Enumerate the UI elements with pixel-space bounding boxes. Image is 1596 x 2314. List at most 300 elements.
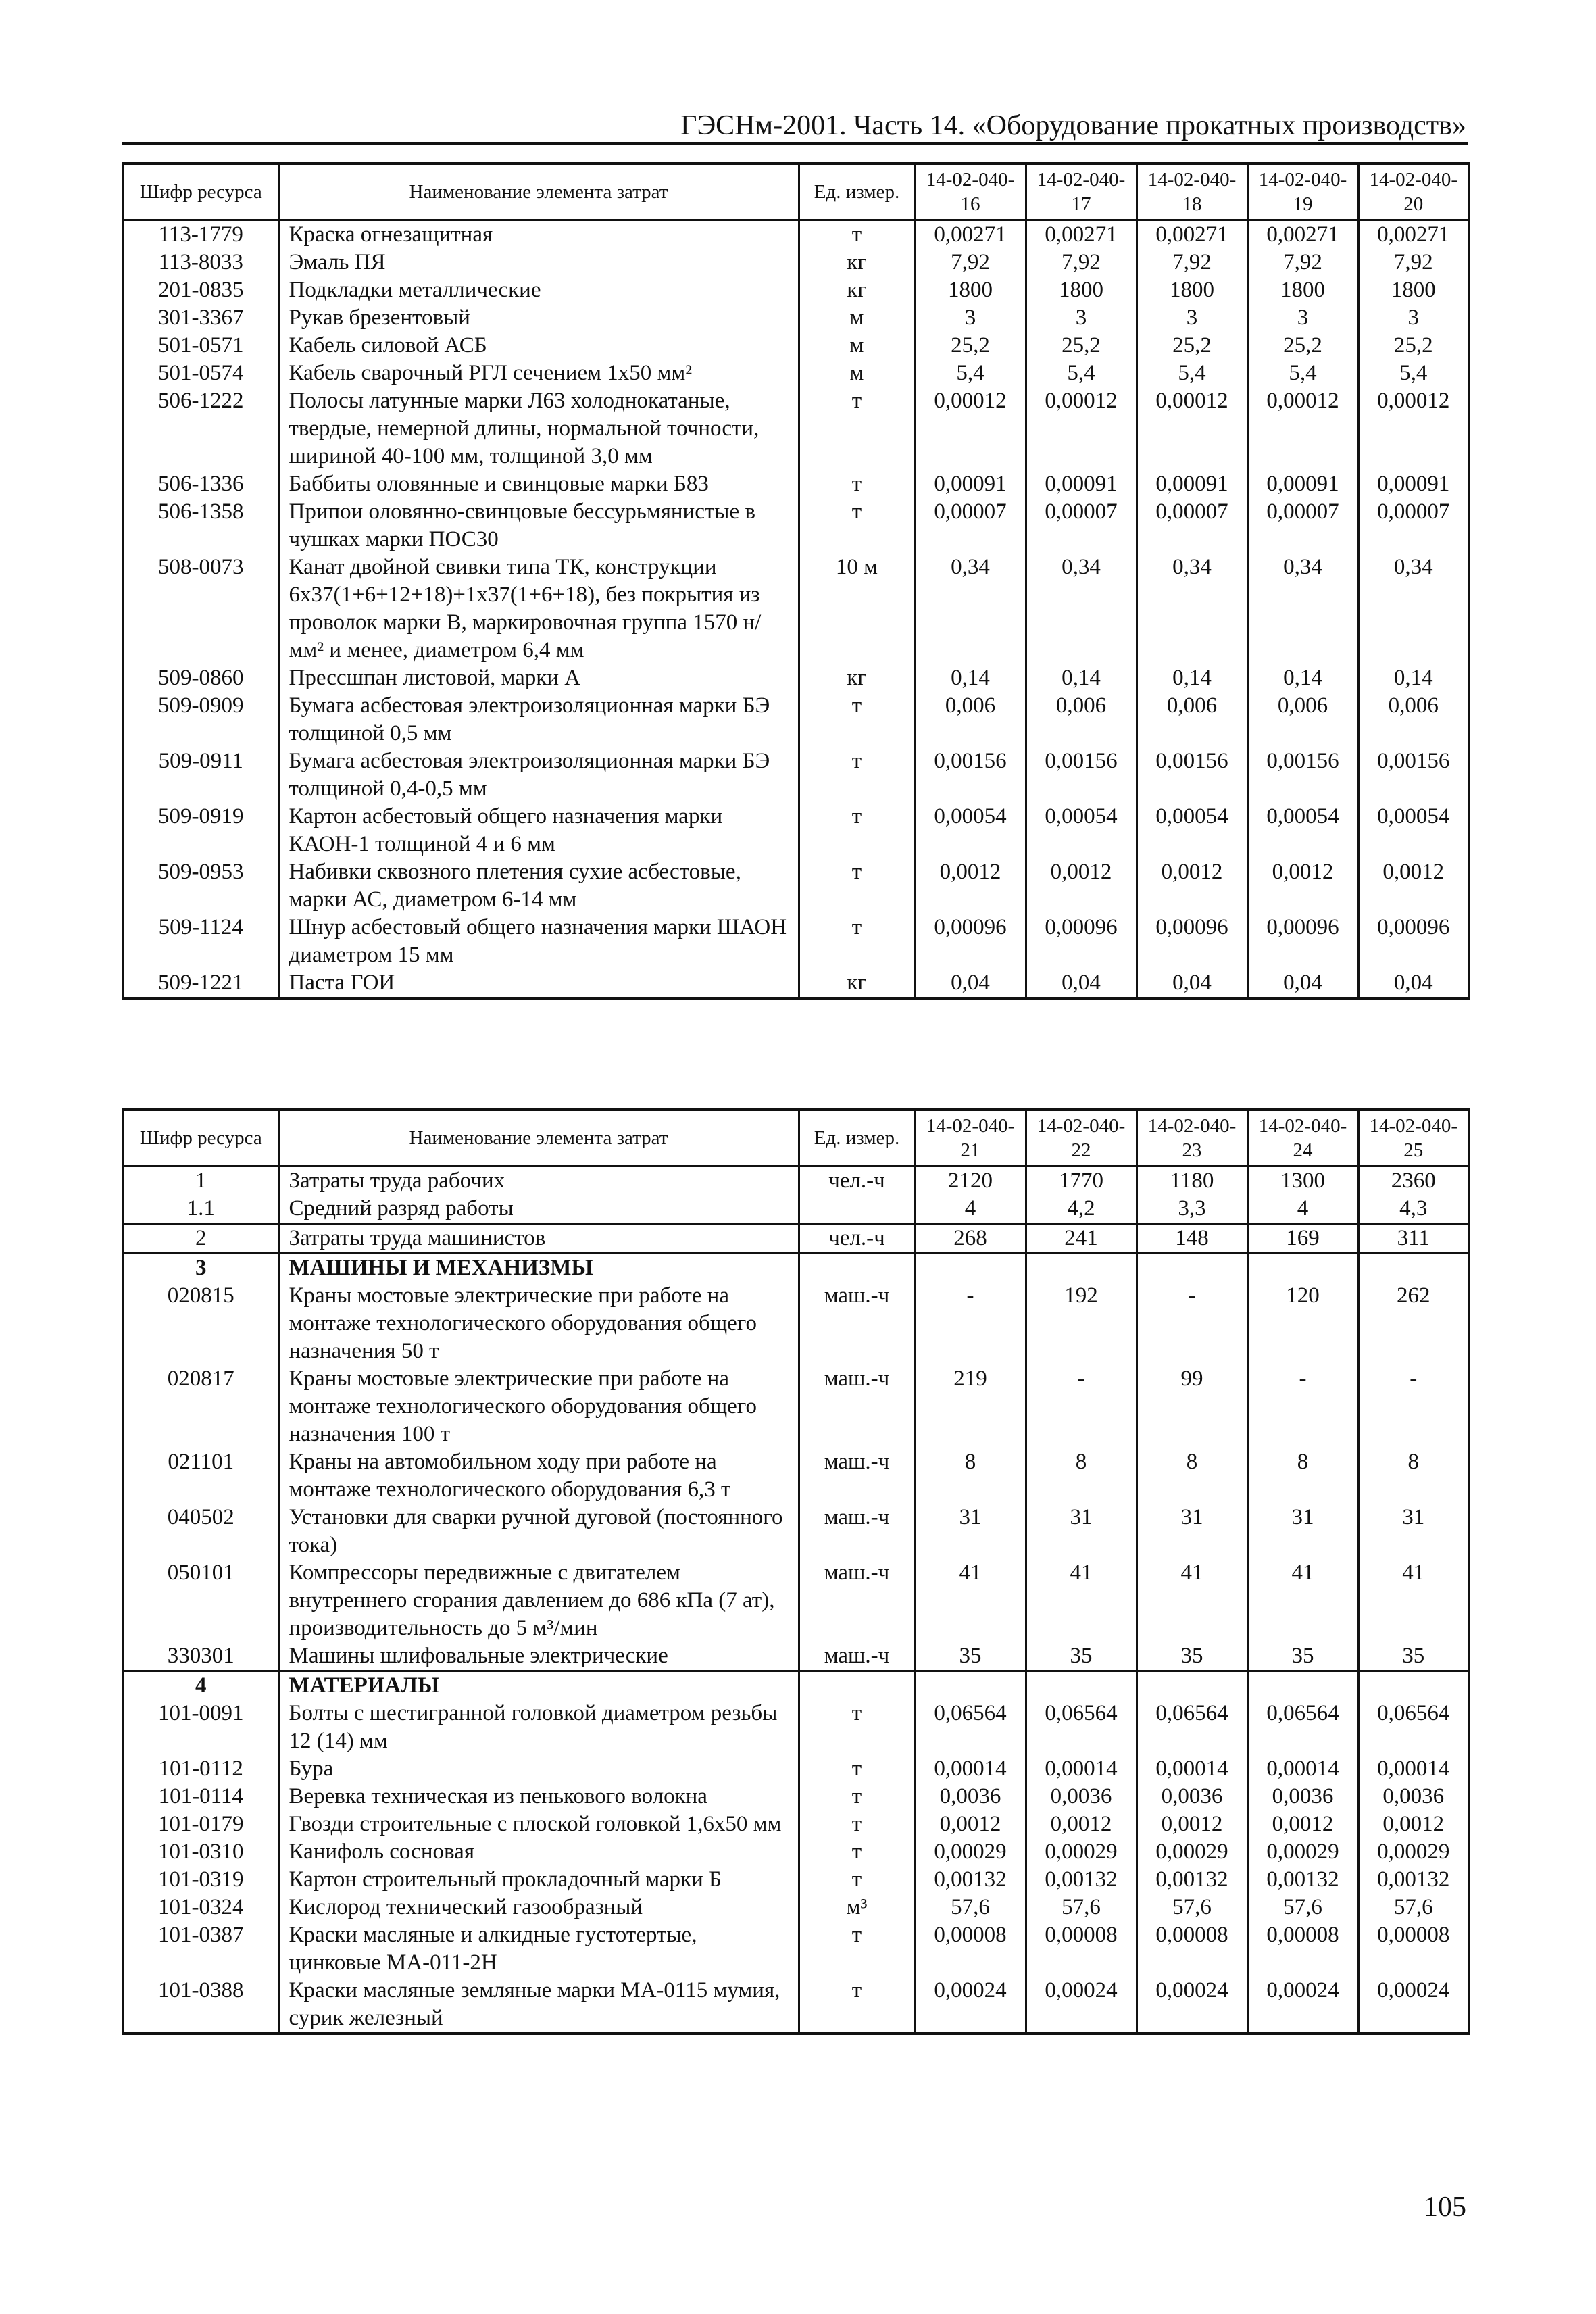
resource-value: 0,00007 bbox=[915, 498, 1026, 553]
resource-unit: 10 м bbox=[799, 553, 915, 664]
resource-name: Затраты труда машинистов bbox=[278, 1224, 799, 1254]
column-header: 14-02-040-19 bbox=[1247, 164, 1358, 220]
resource-value: 0,00156 bbox=[915, 747, 1026, 803]
resource-value: 0,00091 bbox=[1026, 470, 1137, 498]
resource-unit: т bbox=[799, 914, 915, 969]
resource-value: 0,00007 bbox=[1247, 498, 1358, 553]
resource-value: 0,00096 bbox=[1247, 914, 1358, 969]
resource-table-2 bbox=[122, 1108, 1470, 2035]
resource-name: Установки для сварки ручной дуговой (постоянного тока) bbox=[278, 1504, 799, 1559]
resource-value: 0,00008 bbox=[1247, 1921, 1358, 1977]
column-header: Ед. измер. bbox=[799, 164, 915, 220]
resource-value: 0,00012 bbox=[1137, 387, 1247, 470]
resource-code: 113-8033 bbox=[123, 249, 278, 276]
resource-value: 0,00271 bbox=[915, 220, 1026, 249]
resource-value: 57,6 bbox=[1026, 1894, 1137, 1921]
resource-code: 509-0911 bbox=[123, 747, 278, 803]
resource-value: 3 bbox=[1137, 304, 1247, 332]
resource-name: Бумага асбестовая электроизоляционная марки БЭ толщиной 0,5 мм bbox=[278, 692, 799, 747]
resource-unit: м³ bbox=[799, 1894, 915, 1921]
resource-unit: т bbox=[799, 1866, 915, 1894]
resource-value: 0,34 bbox=[1247, 553, 1358, 664]
resource-value: 0,06564 bbox=[1026, 1700, 1137, 1755]
table-row bbox=[123, 304, 1469, 332]
resource-name: Краски масляные земляные марки МА-0115 мумия, сурик железный bbox=[278, 1977, 799, 2034]
resource-value: 57,6 bbox=[1247, 1894, 1358, 1921]
resource-unit: т bbox=[799, 220, 915, 249]
resource-value: 0,00012 bbox=[1247, 387, 1358, 470]
resource-value bbox=[1358, 1254, 1469, 1283]
resource-name: Канат двойной свивки типа ТК, конструкции 6х37(1+6+12+18)+1х37(1+6+18), без покрытия из проволок марки В, маркировочная группа 1570 н/мм² и менее, диаметром 6,4 мм bbox=[278, 553, 799, 664]
resource-name: Подкладки металлические bbox=[278, 276, 799, 304]
resource-value: 192 bbox=[1026, 1282, 1137, 1365]
resource-value: 3,3 bbox=[1137, 1195, 1247, 1224]
resource-value: 0,00012 bbox=[1358, 387, 1469, 470]
resource-value: 0,00054 bbox=[1137, 803, 1247, 858]
resource-code: 501-0574 bbox=[123, 360, 278, 387]
column-header: 14-02-040-22 bbox=[1026, 1110, 1137, 1166]
resource-value: 7,92 bbox=[1358, 249, 1469, 276]
resource-code: 201-0835 bbox=[123, 276, 278, 304]
resource-value: 41 bbox=[1137, 1559, 1247, 1642]
resource-code: 3 bbox=[123, 1254, 278, 1283]
resource-value: 0,00271 bbox=[1137, 220, 1247, 249]
resource-value: 3 bbox=[1026, 304, 1137, 332]
resource-value: 0,14 bbox=[1137, 664, 1247, 692]
table-row bbox=[123, 1254, 1469, 1283]
resource-value: 1800 bbox=[1026, 276, 1137, 304]
resource-value: 3 bbox=[1247, 304, 1358, 332]
table-row bbox=[123, 1448, 1469, 1504]
resource-value: 0,34 bbox=[1358, 553, 1469, 664]
resource-value: 268 bbox=[915, 1224, 1026, 1254]
resource-value: 0,34 bbox=[1137, 553, 1247, 664]
column-header: Ед. измер. bbox=[799, 1110, 915, 1166]
resource-value: 0,00156 bbox=[1137, 747, 1247, 803]
table-row bbox=[123, 1894, 1469, 1921]
resource-value: 0,0012 bbox=[1137, 858, 1247, 914]
column-header: Шифр ресурса bbox=[123, 1110, 278, 1166]
table-row bbox=[123, 969, 1469, 998]
resource-value: 0,00008 bbox=[915, 1921, 1026, 1977]
resource-code: 509-1221 bbox=[123, 969, 278, 998]
resource-value: 5,4 bbox=[1247, 360, 1358, 387]
table-row bbox=[123, 858, 1469, 914]
resource-value: 311 bbox=[1358, 1224, 1469, 1254]
resource-value: 0,006 bbox=[1137, 692, 1247, 747]
resource-value: 4,2 bbox=[1026, 1195, 1137, 1224]
resource-value: 241 bbox=[1026, 1224, 1137, 1254]
resource-code: 101-0388 bbox=[123, 1977, 278, 2034]
resource-unit: т bbox=[799, 692, 915, 747]
resource-value: 7,92 bbox=[915, 249, 1026, 276]
resource-name: Кислород технический газообразный bbox=[278, 1894, 799, 1921]
column-header: 14-02-040-21 bbox=[915, 1110, 1026, 1166]
resource-unit: маш.-ч bbox=[799, 1504, 915, 1559]
resource-value: - bbox=[1247, 1365, 1358, 1448]
resource-unit: т bbox=[799, 858, 915, 914]
resource-value: 31 bbox=[1247, 1504, 1358, 1559]
resource-value: 0,0036 bbox=[1358, 1783, 1469, 1811]
table-row bbox=[123, 1671, 1469, 1700]
resource-value: 0,00029 bbox=[1137, 1838, 1247, 1866]
resource-name: Бура bbox=[278, 1755, 799, 1783]
resource-value: 0,00008 bbox=[1137, 1921, 1247, 1977]
resource-value: 0,00029 bbox=[1026, 1838, 1137, 1866]
resource-code: 101-0310 bbox=[123, 1838, 278, 1866]
resource-unit: т bbox=[799, 387, 915, 470]
resource-code: 040502 bbox=[123, 1504, 278, 1559]
resource-name: Бумага асбестовая электроизоляционная марки БЭ толщиной 0,4-0,5 мм bbox=[278, 747, 799, 803]
resource-name: Машины шлифовальные электрические bbox=[278, 1642, 799, 1671]
resource-code: 509-1124 bbox=[123, 914, 278, 969]
resource-name: Краски масляные и алкидные густотертые, цинковые МА-011-2Н bbox=[278, 1921, 799, 1977]
resource-name: Кабель сварочный РГЛ сечением 1х50 мм² bbox=[278, 360, 799, 387]
resource-unit: м bbox=[799, 332, 915, 360]
resource-value: 0,00096 bbox=[1137, 914, 1247, 969]
table-row bbox=[123, 332, 1469, 360]
resource-code: 509-0919 bbox=[123, 803, 278, 858]
resource-name: Веревка техническая из пенькового волокна bbox=[278, 1783, 799, 1811]
resource-value: 0,00091 bbox=[1247, 470, 1358, 498]
resource-code: 101-0387 bbox=[123, 1921, 278, 1977]
resource-value: 8 bbox=[1247, 1448, 1358, 1504]
column-header: Шифр ресурса bbox=[123, 164, 278, 220]
resource-value bbox=[1358, 1671, 1469, 1700]
resource-name: Картон асбестовый общего назначения марки КАОН-1 толщиной 4 и 6 мм bbox=[278, 803, 799, 858]
resource-value: 0,00054 bbox=[1026, 803, 1137, 858]
resource-name: Припои оловянно-свинцовые бессурьмянистые в чушках марки ПОС30 bbox=[278, 498, 799, 553]
resource-value: 41 bbox=[1247, 1559, 1358, 1642]
resource-code: 330301 bbox=[123, 1642, 278, 1671]
resource-value: - bbox=[915, 1282, 1026, 1365]
resource-value: 0,00156 bbox=[1247, 747, 1358, 803]
resource-value: 31 bbox=[915, 1504, 1026, 1559]
resource-code: 101-0112 bbox=[123, 1755, 278, 1783]
column-header: 14-02-040-18 bbox=[1137, 164, 1247, 220]
column-header: 14-02-040-24 bbox=[1247, 1110, 1358, 1166]
table-row bbox=[123, 360, 1469, 387]
table-row bbox=[123, 692, 1469, 747]
table-row bbox=[123, 276, 1469, 304]
table-row bbox=[123, 1755, 1469, 1783]
resource-name: Баббиты оловянные и свинцовые марки Б83 bbox=[278, 470, 799, 498]
resource-value: 0,00054 bbox=[915, 803, 1026, 858]
column-header: 14-02-040-25 bbox=[1358, 1110, 1469, 1166]
resource-value: 0,0012 bbox=[1026, 858, 1137, 914]
resource-value: 0,0036 bbox=[915, 1783, 1026, 1811]
resource-unit: чел.-ч bbox=[799, 1224, 915, 1254]
resource-value: 0,00132 bbox=[1247, 1866, 1358, 1894]
resource-value: 0,006 bbox=[915, 692, 1026, 747]
resource-value bbox=[1247, 1254, 1358, 1283]
resource-value: 35 bbox=[1137, 1642, 1247, 1671]
table-row bbox=[123, 1642, 1469, 1671]
resource-value: 8 bbox=[915, 1448, 1026, 1504]
column-header: 14-02-040-20 bbox=[1358, 164, 1469, 220]
resource-value: 2360 bbox=[1358, 1166, 1469, 1196]
resource-value: 5,4 bbox=[915, 360, 1026, 387]
resource-unit: кг bbox=[799, 664, 915, 692]
table-row bbox=[123, 747, 1469, 803]
table-row bbox=[123, 914, 1469, 969]
resource-value: 0,00156 bbox=[1026, 747, 1137, 803]
resource-name: Набивки сквозного плетения сухие асбестовые, марки АС, диаметром 6-14 мм bbox=[278, 858, 799, 914]
resource-value: 0,00007 bbox=[1026, 498, 1137, 553]
resource-code: 101-0324 bbox=[123, 1894, 278, 1921]
resource-code: 101-0179 bbox=[123, 1811, 278, 1838]
resource-value: 0,06564 bbox=[1247, 1700, 1358, 1755]
resource-unit: т bbox=[799, 747, 915, 803]
resource-unit bbox=[799, 1195, 915, 1224]
resource-value: 0,00091 bbox=[915, 470, 1026, 498]
resource-name: МАТЕРИАЛЫ bbox=[278, 1671, 799, 1700]
table-row bbox=[123, 470, 1469, 498]
resource-code: 506-1222 bbox=[123, 387, 278, 470]
resource-value bbox=[1137, 1671, 1247, 1700]
resource-unit: м bbox=[799, 360, 915, 387]
resource-value: 0,00096 bbox=[1358, 914, 1469, 969]
resource-value: 0,06564 bbox=[915, 1700, 1026, 1755]
resource-unit: маш.-ч bbox=[799, 1559, 915, 1642]
resource-value: 1800 bbox=[1247, 276, 1358, 304]
table-row bbox=[123, 1504, 1469, 1559]
resource-value: 3 bbox=[1358, 304, 1469, 332]
table-row bbox=[123, 1977, 1469, 2034]
resource-value: 0,00156 bbox=[1358, 747, 1469, 803]
resource-value: 0,00024 bbox=[915, 1977, 1026, 2034]
resource-value: 0,34 bbox=[1026, 553, 1137, 664]
resource-value bbox=[1026, 1254, 1137, 1283]
resource-value: 8 bbox=[1358, 1448, 1469, 1504]
resource-name: Рукав брезентовый bbox=[278, 304, 799, 332]
resource-value: 41 bbox=[915, 1559, 1026, 1642]
resource-value: 0,0012 bbox=[1247, 858, 1358, 914]
resource-value: 0,04 bbox=[1026, 969, 1137, 998]
column-header: 14-02-040-17 bbox=[1026, 164, 1137, 220]
column-header: 14-02-040-23 bbox=[1137, 1110, 1247, 1166]
resource-value: 41 bbox=[1026, 1559, 1137, 1642]
resource-value: 0,14 bbox=[915, 664, 1026, 692]
resource-code: 050101 bbox=[123, 1559, 278, 1642]
resource-value: 0,00096 bbox=[915, 914, 1026, 969]
resource-value: 0,006 bbox=[1358, 692, 1469, 747]
table-row bbox=[123, 1365, 1469, 1448]
table-row bbox=[123, 1224, 1469, 1254]
resource-code: 1 bbox=[123, 1166, 278, 1196]
column-header: Наименование элемента затрат bbox=[278, 1110, 799, 1166]
resource-value: 0,006 bbox=[1026, 692, 1137, 747]
resource-value: 0,06564 bbox=[1358, 1700, 1469, 1755]
resource-unit: кг bbox=[799, 969, 915, 998]
table-row bbox=[123, 498, 1469, 553]
resource-unit: т bbox=[799, 498, 915, 553]
resource-value: 0,0012 bbox=[1026, 1811, 1137, 1838]
resource-value bbox=[915, 1254, 1026, 1283]
resource-value: 219 bbox=[915, 1365, 1026, 1448]
resource-unit: т bbox=[799, 1838, 915, 1866]
resource-value: 35 bbox=[1247, 1642, 1358, 1671]
table-row bbox=[123, 387, 1469, 470]
resource-value: 7,92 bbox=[1026, 249, 1137, 276]
resource-name: Болты с шестигранной головкой диаметром резьбы 12 (14) мм bbox=[278, 1700, 799, 1755]
resource-value: 7,92 bbox=[1137, 249, 1247, 276]
resource-value: 0,14 bbox=[1358, 664, 1469, 692]
resource-value: 0,00014 bbox=[1247, 1755, 1358, 1783]
resource-value: 0,0012 bbox=[1247, 1811, 1358, 1838]
resource-value: 0,14 bbox=[1026, 664, 1137, 692]
resource-value: 5,4 bbox=[1026, 360, 1137, 387]
resource-name: Прессшпан листовой, марки А bbox=[278, 664, 799, 692]
resource-value: 1800 bbox=[1137, 276, 1247, 304]
resource-name: Средний разряд работы bbox=[278, 1195, 799, 1224]
resource-value: 0,00271 bbox=[1358, 220, 1469, 249]
resource-value bbox=[1026, 1671, 1137, 1700]
resource-value: 99 bbox=[1137, 1365, 1247, 1448]
resource-value: 35 bbox=[915, 1642, 1026, 1671]
resource-unit: маш.-ч bbox=[799, 1365, 915, 1448]
resource-value: 2120 bbox=[915, 1166, 1026, 1196]
resource-value: 0,00132 bbox=[915, 1866, 1026, 1894]
resource-value: 4 bbox=[915, 1195, 1026, 1224]
table-row bbox=[123, 1195, 1469, 1224]
resource-code: 509-0953 bbox=[123, 858, 278, 914]
resource-value: 0,00012 bbox=[1026, 387, 1137, 470]
resource-value: 0,00029 bbox=[1358, 1838, 1469, 1866]
resource-value: 1180 bbox=[1137, 1166, 1247, 1196]
resource-name: Шнур асбестовый общего назначения марки ШАОН диаметром 15 мм bbox=[278, 914, 799, 969]
resource-value: 1300 bbox=[1247, 1166, 1358, 1196]
resource-value: 0,0036 bbox=[1247, 1783, 1358, 1811]
resource-value: 31 bbox=[1137, 1504, 1247, 1559]
resource-value: 5,4 bbox=[1358, 360, 1469, 387]
table-row bbox=[123, 1811, 1469, 1838]
resource-unit: т bbox=[799, 1783, 915, 1811]
resource-value: 120 bbox=[1247, 1282, 1358, 1365]
resource-value: 31 bbox=[1026, 1504, 1137, 1559]
resource-value: 31 bbox=[1358, 1504, 1469, 1559]
resource-value: 0,0012 bbox=[1358, 858, 1469, 914]
resource-unit: т bbox=[799, 1811, 915, 1838]
resource-name: Эмаль ПЯ bbox=[278, 249, 799, 276]
resource-value: 0,00024 bbox=[1026, 1977, 1137, 2034]
resource-value: - bbox=[1026, 1365, 1137, 1448]
table-row bbox=[123, 1921, 1469, 1977]
resource-value: 1770 bbox=[1026, 1166, 1137, 1196]
resource-unit: т bbox=[799, 1755, 915, 1783]
table-row bbox=[123, 1166, 1469, 1196]
resource-unit: т bbox=[799, 1977, 915, 2034]
resource-value: 0,00091 bbox=[1358, 470, 1469, 498]
resource-value: 0,00091 bbox=[1137, 470, 1247, 498]
resource-code: 501-0571 bbox=[123, 332, 278, 360]
column-header: 14-02-040-16 bbox=[915, 164, 1026, 220]
resource-value: 0,00024 bbox=[1358, 1977, 1469, 2034]
resource-code: 101-0091 bbox=[123, 1700, 278, 1755]
resource-value: - bbox=[1358, 1365, 1469, 1448]
resource-value: 0,00014 bbox=[915, 1755, 1026, 1783]
resource-value: 0,00007 bbox=[1358, 498, 1469, 553]
resource-name: Картон строительный прокладочный марки Б bbox=[278, 1866, 799, 1894]
resource-value: 25,2 bbox=[1358, 332, 1469, 360]
resource-code: 509-0860 bbox=[123, 664, 278, 692]
resource-value bbox=[1137, 1254, 1247, 1283]
table-row bbox=[123, 1866, 1469, 1894]
resource-value: 0,34 bbox=[915, 553, 1026, 664]
resource-value: 25,2 bbox=[1026, 332, 1137, 360]
resource-value bbox=[915, 1671, 1026, 1700]
resource-name: Канифоль сосновая bbox=[278, 1838, 799, 1866]
resource-value: 0,00132 bbox=[1026, 1866, 1137, 1894]
resource-unit: маш.-ч bbox=[799, 1448, 915, 1504]
resource-code: 101-0319 bbox=[123, 1866, 278, 1894]
resource-value: 7,92 bbox=[1247, 249, 1358, 276]
resource-value: 4 bbox=[1247, 1195, 1358, 1224]
resource-value: 57,6 bbox=[915, 1894, 1026, 1921]
resource-name: Затраты труда рабочих bbox=[278, 1166, 799, 1196]
resource-value: 57,6 bbox=[1137, 1894, 1247, 1921]
resource-value bbox=[1247, 1671, 1358, 1700]
resource-code: 4 bbox=[123, 1671, 278, 1700]
resource-value: 35 bbox=[1026, 1642, 1137, 1671]
page-title: ГЭСНм-2001. Часть 14. «Оборудование прокатных производств» bbox=[680, 110, 1466, 141]
resource-value: 57,6 bbox=[1358, 1894, 1469, 1921]
resource-value: - bbox=[1137, 1282, 1247, 1365]
resource-unit: т bbox=[799, 1921, 915, 1977]
resource-value: 262 bbox=[1358, 1282, 1469, 1365]
resource-unit: м bbox=[799, 304, 915, 332]
resource-unit: кг bbox=[799, 276, 915, 304]
resource-value: 0,04 bbox=[1247, 969, 1358, 998]
resource-value: 0,00054 bbox=[1358, 803, 1469, 858]
resource-value: 0,00014 bbox=[1137, 1755, 1247, 1783]
resource-value: 0,00007 bbox=[1137, 498, 1247, 553]
resource-unit: т bbox=[799, 470, 915, 498]
resource-value: 8 bbox=[1137, 1448, 1247, 1504]
resource-unit: маш.-ч bbox=[799, 1282, 915, 1365]
resource-name: МАШИНЫ И МЕХАНИЗМЫ bbox=[278, 1254, 799, 1283]
resource-code: 020817 bbox=[123, 1365, 278, 1448]
resource-unit: т bbox=[799, 1700, 915, 1755]
table-row bbox=[123, 220, 1469, 249]
resource-name: Краска огнезащитная bbox=[278, 220, 799, 249]
resource-unit: т bbox=[799, 803, 915, 858]
resource-name: Полосы латунные марки Л63 холоднокатаные, твердые, немерной длины, нормальной точности, шириной 40-100 мм, толщиной 3,0 мм bbox=[278, 387, 799, 470]
resource-value: 1800 bbox=[1358, 276, 1469, 304]
resource-unit: чел.-ч bbox=[799, 1166, 915, 1196]
resource-value: 0,00054 bbox=[1247, 803, 1358, 858]
resource-name: Краны на автомобильном ходу при работе на монтаже технологического оборудования 6,3 т bbox=[278, 1448, 799, 1504]
resource-value: 0,00024 bbox=[1247, 1977, 1358, 2034]
resource-value: 0,00008 bbox=[1026, 1921, 1137, 1977]
resource-code: 509-0909 bbox=[123, 692, 278, 747]
table-row bbox=[123, 1838, 1469, 1866]
resource-value: 25,2 bbox=[1247, 332, 1358, 360]
resource-unit bbox=[799, 1671, 915, 1700]
resource-table-1 bbox=[122, 162, 1470, 1000]
table-row bbox=[123, 1783, 1469, 1811]
table-row bbox=[123, 803, 1469, 858]
header-divider bbox=[122, 142, 1468, 145]
resource-value: 0,00096 bbox=[1026, 914, 1137, 969]
resource-value: 0,06564 bbox=[1137, 1700, 1247, 1755]
resource-value: 0,0036 bbox=[1137, 1783, 1247, 1811]
resource-value: 35 bbox=[1358, 1642, 1469, 1671]
resource-value: 8 bbox=[1026, 1448, 1137, 1504]
resource-value: 0,00271 bbox=[1026, 220, 1137, 249]
resource-value: 169 bbox=[1247, 1224, 1358, 1254]
resource-value: 0,00014 bbox=[1358, 1755, 1469, 1783]
